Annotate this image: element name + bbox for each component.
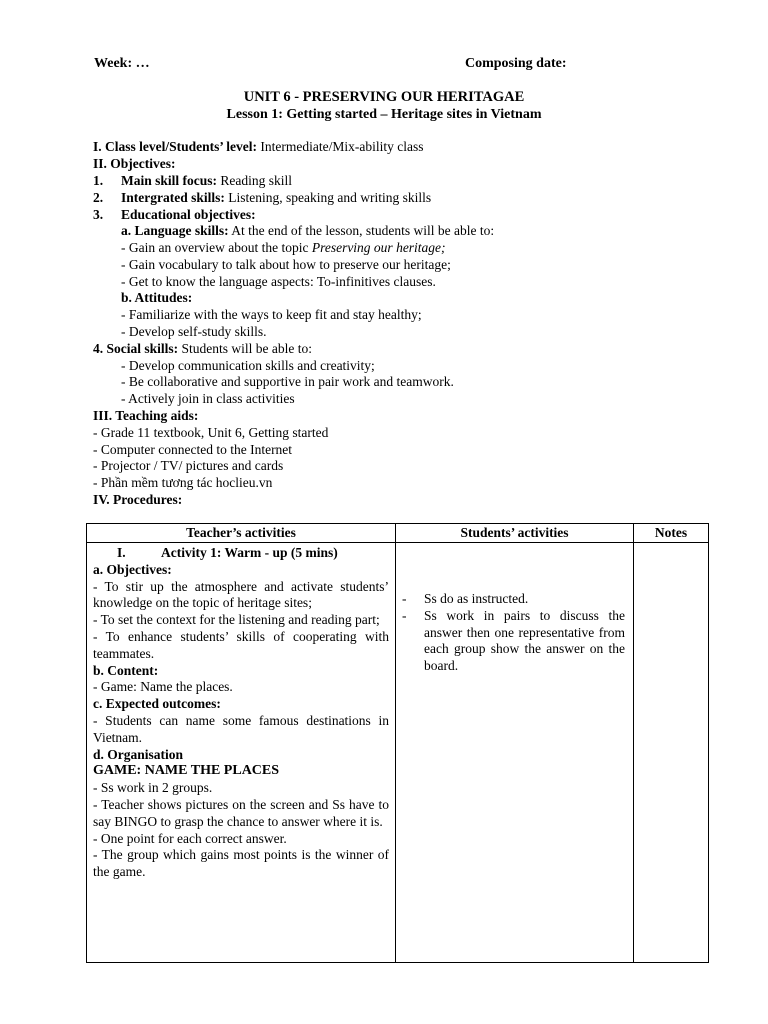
teacher-activities-header: Teacher’s activities xyxy=(87,524,396,543)
game-item-2: - Teacher shows pictures on the screen and Ss have to say BINGO to grasp the chance to answer where it is. xyxy=(93,796,389,829)
teaching-aid-4: - Phần mềm tương tác hoclieu.vn xyxy=(93,475,273,490)
language-item-1-topic: Preserving our heritage; xyxy=(311,240,446,255)
student-item-2 xyxy=(402,608,625,675)
social-skills-value: Students will be able to: xyxy=(178,341,313,356)
teaching-aids-heading: III. Teaching aids: xyxy=(93,408,199,423)
teacher-objective-1: - To stir up the atmosphere and activate students’ knowledge on the topic of heritage sites; xyxy=(93,578,389,611)
objectives-heading: II. Objectives: xyxy=(93,156,176,171)
game-item-4: - The group which gains most points is the winner of the game. xyxy=(93,847,389,880)
objective-3 xyxy=(93,207,256,223)
game-item-1: - Ss work in 2 groups. xyxy=(93,780,213,796)
social-skills-line xyxy=(93,341,312,357)
organisation-label: d. Organisation xyxy=(93,746,184,762)
objective-3-label: Educational objectives: xyxy=(121,207,256,222)
objective-1-value: Reading skill xyxy=(217,173,293,188)
social-skills-label: 4. Social skills: xyxy=(93,341,179,356)
objective-1-number: 1. xyxy=(93,173,104,188)
class-level-label: I. Class level/Students’ level: xyxy=(93,139,257,154)
attitude-item-2: - Develop self-study skills. xyxy=(121,324,267,339)
game-item-3: - One point for each correct answer. xyxy=(93,830,287,846)
objective-2 xyxy=(93,190,431,206)
outcomes-item-1: - Students can name some famous destinations in Vietnam. xyxy=(93,712,389,745)
class-level-line xyxy=(93,139,423,155)
objective-3-number: 3. xyxy=(93,207,104,222)
procedures-table xyxy=(86,523,709,963)
students-activities-header: Students’ activities xyxy=(396,524,634,543)
content-label: b. Content: xyxy=(93,662,159,678)
lesson-title: Lesson 1: Getting started – Heritage sites in Vietnam xyxy=(226,107,542,122)
language-skills-value: At the end of the lesson, students will be able to: xyxy=(228,223,495,238)
table-header-row xyxy=(87,524,709,543)
teacher-objective-3: - To enhance students’ skills of cooperating with teammates. xyxy=(93,628,389,661)
language-item-1-text: - Gain an overview about the topic xyxy=(121,240,312,255)
outcomes-label: c. Expected outcomes: xyxy=(93,696,221,712)
language-skills-line xyxy=(121,223,494,239)
objective-2-label: Intergrated skills: xyxy=(121,190,225,205)
composing-date-label: Composing date: xyxy=(465,56,567,71)
class-level-value: Intermediate/Mix-ability class xyxy=(257,139,424,154)
content-item-1: - Game: Name the places. xyxy=(93,679,233,695)
activity-title xyxy=(117,545,389,562)
table-row xyxy=(87,543,709,963)
objective-2-value: Listening, speaking and writing skills xyxy=(224,190,432,205)
language-item-1 xyxy=(121,240,446,256)
objective-1 xyxy=(93,173,292,189)
game-title: GAME: NAME THE PLACES xyxy=(93,763,280,779)
teacher-activities-cell xyxy=(87,543,396,963)
language-item-2: - Gain vocabulary to talk about how to preserve our heritage; xyxy=(121,257,451,272)
activity-title-text: Activity 1: Warm - up (5 mins) xyxy=(161,545,338,560)
objective-2-number: 2. xyxy=(93,190,104,205)
student-item-1-dash: - xyxy=(402,591,407,606)
objective-1-label: Main skill focus: xyxy=(121,173,218,188)
activity-number: I. xyxy=(117,545,126,560)
student-item-1-text: Ss do as instructed. xyxy=(424,591,529,606)
teaching-aid-2: - Computer connected to the Internet xyxy=(93,442,293,457)
teaching-aid-1: - Grade 11 textbook, Unit 6, Getting started xyxy=(93,425,329,440)
language-skills-label: a. Language skills: xyxy=(121,223,229,238)
attitudes-heading: b. Attitudes: xyxy=(121,290,193,305)
procedures-heading: IV. Procedures: xyxy=(93,492,183,507)
social-item-1: - Develop communication skills and creativity; xyxy=(121,358,375,373)
notes-cell xyxy=(634,543,709,963)
unit-title: UNIT 6 - PRESERVING OUR HERITAGAE xyxy=(243,89,525,105)
attitude-item-1: - Familiarize with the ways to keep fit and stay healthy; xyxy=(121,307,422,322)
student-item-2-text: Ss work in pairs to discuss the answer then one representative from each group show the answer on the board. xyxy=(424,607,625,674)
week-label: Week: … xyxy=(94,56,150,71)
teaching-aid-3: - Projector / TV/ pictures and cards xyxy=(93,458,284,473)
language-item-3: - Get to know the language aspects: To-infinitives clauses. xyxy=(121,274,436,289)
teacher-objective-2: - To set the context for the listening and reading part; xyxy=(93,612,380,628)
teacher-objectives-label: a. Objectives: xyxy=(93,561,172,577)
social-item-2: - Be collaborative and supportive in pair work and teamwork. xyxy=(121,374,454,389)
social-item-3: - Actively join in class activities xyxy=(121,391,295,406)
student-item-1 xyxy=(402,591,625,608)
student-item-2-dash: - xyxy=(402,607,407,623)
notes-header: Notes xyxy=(634,524,709,543)
students-activities-cell xyxy=(396,543,634,963)
